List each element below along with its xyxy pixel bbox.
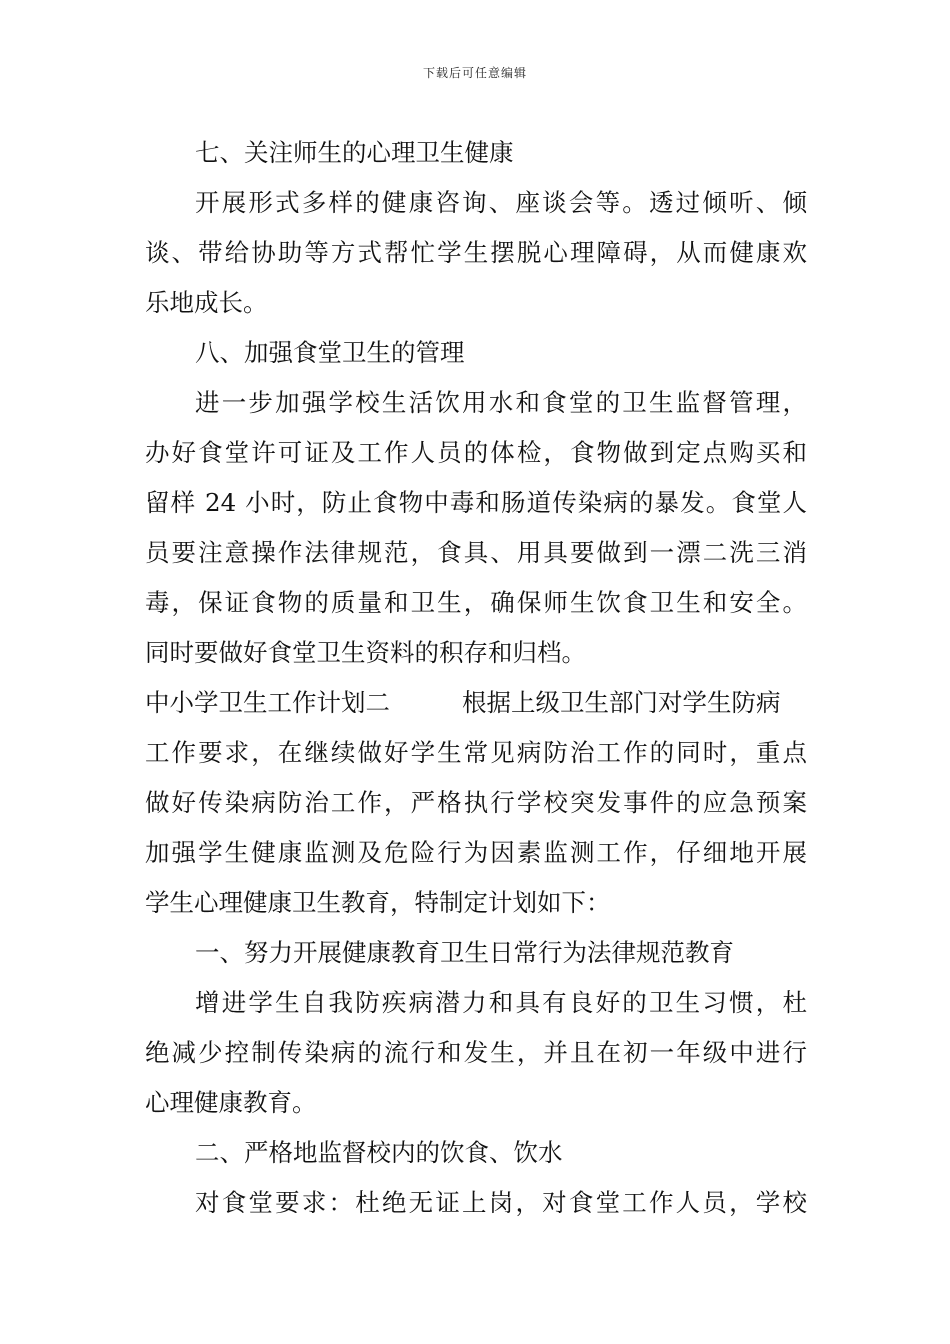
paragraph-line: 员要注意操作法律规范，食具、用具要做到一漂二洗三消 — [145, 538, 807, 567]
section-heading: 二、严格地监督校内的饮食、饮水 — [195, 1138, 563, 1167]
paragraph-line: 办好食堂许可证及工作人员的体检，食物做到定点购买和 — [145, 438, 807, 467]
page-header-note: 下载后可任意编辑 — [422, 66, 527, 80]
paragraph-line: 对食堂要求：杜绝无证上岗，对食堂工作人员，学校 — [195, 1188, 807, 1217]
paragraph-line: 毒，保证食物的质量和卫生，确保师生饮食卫生和安全。 — [145, 588, 807, 617]
section-heading: 一、努力开展健康教育卫生日常行为法律规范教育 — [195, 938, 734, 967]
paragraph-line: 心理健康教育。 — [145, 1088, 317, 1117]
paragraph-line: 乐地成长。 — [145, 288, 268, 317]
paragraph-line: 做好传染病防治工作，严格执行学校突发事件的应急预案 — [145, 788, 807, 817]
paragraph-line: 学生心理健康卫生教育，特制定计划如下： — [145, 888, 611, 917]
paragraph-line: 同时要做好食堂卫生资料的积存和归档。 — [145, 638, 586, 667]
paragraph-line: 进一步加强学校生活饮用水和食堂的卫生监督管理， — [195, 388, 807, 417]
section-heading: 七、关注师生的心理卫生健康 — [195, 138, 514, 167]
paragraph-line: 加强学生健康监测及危险行为因素监测工作，仔细地开展 — [145, 838, 807, 867]
paragraph-line: 留样 24 小时，防止食物中毒和肠道传染病的暴发。食堂人 — [145, 488, 807, 517]
plan-title: 中小学卫生工作计划二 — [145, 688, 390, 717]
paragraph-line: 绝减少控制传染病的流行和发生，并且在初一年级中进行 — [145, 1038, 807, 1067]
paragraph-line: 谈、带给协助等方式帮忙学生摆脱心理障碍，从而健康欢 — [145, 238, 807, 267]
section-heading: 八、加强食堂卫生的管理 — [195, 338, 465, 367]
paragraph-line: 增进学生自我防疾病潜力和具有良好的卫生习惯，杜 — [195, 988, 807, 1017]
paragraph-line: 工作要求，在继续做好学生常见病防治工作的同时，重点 — [145, 738, 807, 767]
plan-title-line — [145, 678, 807, 728]
document-body — [145, 128, 807, 1228]
paragraph-text: 根据上级卫生部门对学生防病 — [462, 688, 781, 717]
paragraph-line: 开展形式多样的健康咨询、座谈会等。透过倾听、倾 — [195, 188, 807, 217]
